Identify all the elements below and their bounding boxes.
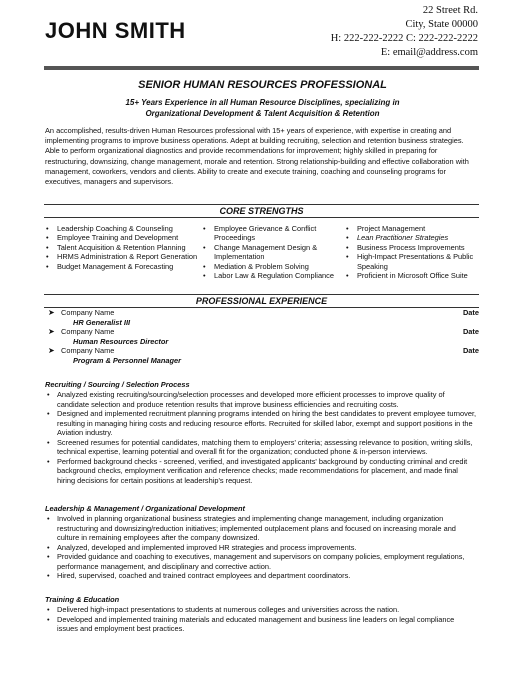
job-role: Human Resources Director xyxy=(73,336,169,346)
list-item: • Analyzed, developed and implemented improved HR strategies and process improvements. xyxy=(45,543,477,553)
recruiting-heading: Recruiting / Sourcing / Selection Process xyxy=(45,380,190,389)
list-item: • Delivered high-impact presentations to students at numerous colleges and universities across the nation. xyxy=(45,605,477,615)
list-item: • Lean Practitioner Strategies xyxy=(345,233,480,242)
list-item: • High-Impact Presentations & Public Speaking xyxy=(345,252,480,271)
header-rule xyxy=(44,66,479,70)
experience-heading: PROFESSIONAL EXPERIENCE xyxy=(44,294,479,308)
headline-subtitle xyxy=(0,97,525,119)
contact-city: City, State 00000 xyxy=(405,19,478,30)
job-role: Program & Personnel Manager xyxy=(73,355,182,365)
strengths-column-1 xyxy=(45,224,203,271)
list-item: • Business Process Improvements xyxy=(345,243,480,252)
job-role: HR Generalist III xyxy=(73,317,131,327)
job-row xyxy=(48,327,479,337)
job-date: Date xyxy=(462,327,479,336)
list-item: • Employee Grievance & Conflict Proceedings xyxy=(202,224,347,243)
job-row xyxy=(48,308,479,318)
arrow-icon: ➤ xyxy=(48,308,55,317)
list-item: • Analyzed existing recruiting/sourcing/selection processes and developed more efficient processes to improve quality of candidate selection and produce retention results that improve business efficiencies and recruiting costs. xyxy=(45,390,477,409)
list-item: • Budget Management & Forecasting xyxy=(45,262,203,271)
arrow-icon: ➤ xyxy=(48,327,55,336)
contact-block xyxy=(331,4,478,60)
company-name: Company Name xyxy=(61,346,115,355)
training-heading: Training & Education xyxy=(45,595,120,604)
list-item: • HRMS Administration & Report Generation xyxy=(45,252,203,261)
job-row xyxy=(48,346,479,356)
strengths-column-2 xyxy=(202,224,347,280)
core-strengths-heading: CORE STRENGTHS xyxy=(44,204,479,218)
leadership-heading: Leadership & Management / Organizational Development xyxy=(45,504,245,513)
list-item: • Talent Acquisition & Retention Planning xyxy=(45,243,203,252)
experience-list xyxy=(48,308,479,365)
list-item: • Performed background checks - screened, verified, and investigated applicants' background by conducting criminal and credit background checks, employment verification and reference checks; made recommendations for placement, and made final hiring decisions for certain positions at leadership's request. xyxy=(45,457,477,486)
list-item: • Employee Training and Development xyxy=(45,233,203,242)
arrow-icon: ➤ xyxy=(48,346,55,355)
leadership-bullets xyxy=(45,514,477,581)
strengths-column-3 xyxy=(345,224,480,280)
contact-phones: H: 222-222-2222 C: 222-222-2222 xyxy=(330,33,478,44)
candidate-name: JOHN SMITH xyxy=(45,18,186,43)
list-item: • Developed and implemented training materials and educated management and business line leaders on legal compliance issues and employment best practices. xyxy=(45,615,477,634)
list-item: • Designed and implemented recruitment planning programs intended on hiring the best candidates to prevent employee turnover, resulting in managing hiring costs and reducing resource efforts. Recruited for skilled labor, exempt and support positions in the Aviation industry. xyxy=(45,409,477,438)
summary-paragraph: An accomplished, results-driven Human Resources professional with 15+ years of experience, with expertise in creating and implementing programs to improve business operations. Adept at building recruiting, selection and retention business strategies. Able to perform organizational diagnostics and provide recommendations for improvement; highly skilled in preparing for restructuring, downsizing, change management, morale and retention. Strong relationship-building and effective collaboration with management, coworkers, vendors and clients. Ability to create and execute training, coaching and counseling programs for executives, managers and supervisors. xyxy=(45,126,469,187)
list-item: • Proficient in Microsoft Office Suite xyxy=(345,271,480,280)
headline-title: SENIOR HUMAN RESOURCES PROFESSIONAL xyxy=(138,79,387,91)
list-item: • Provided guidance and coaching to executives, management and supervisors on company policies, employment regulations, performance management, and disciplinary and corrective action. xyxy=(45,552,477,571)
contact-street: 22 Street Rd. xyxy=(422,5,478,16)
recruiting-bullets xyxy=(45,390,477,485)
training-bullets xyxy=(45,605,477,634)
list-item: • Change Management Design & Implementation xyxy=(202,243,347,262)
list-item: • Labor Law & Regulation Compliance xyxy=(202,271,347,280)
contact-email: E: email@address.com xyxy=(380,47,478,58)
job-date: Date xyxy=(462,308,479,317)
job-date: Date xyxy=(462,346,479,355)
list-item: • Mediation & Problem Solving xyxy=(202,262,347,271)
list-item: • Hired, supervised, coached and trained contract employees and department coordinators. xyxy=(45,571,477,581)
list-item: • Involved in planning organizational business strategies and implementing change management, including organization restructuring and downsizing/reduction initiatives; implemented outplacement plans and focused on increasing morale and culture in remaining employees after the company downsized. xyxy=(45,514,477,543)
headline-subtitle-line1: 15+ Years Experience in all Human Resource Disciplines, specializing in xyxy=(125,98,400,107)
company-name: Company Name xyxy=(61,327,115,336)
list-item: • Screened resumes for potential candidates, matching them to employers' criteria; assessing relevance to position, writing skills, technical expertise, learning potential and overall fit for the organization; conducted phone & in-person interviews. xyxy=(45,438,477,457)
headline-subtitle-line2: Organizational Development & Talent Acquisition & Retention xyxy=(145,109,380,118)
list-item: • Leadership Coaching & Counseling xyxy=(45,224,203,233)
list-item: • Project Management xyxy=(345,224,480,233)
company-name: Company Name xyxy=(61,308,115,317)
